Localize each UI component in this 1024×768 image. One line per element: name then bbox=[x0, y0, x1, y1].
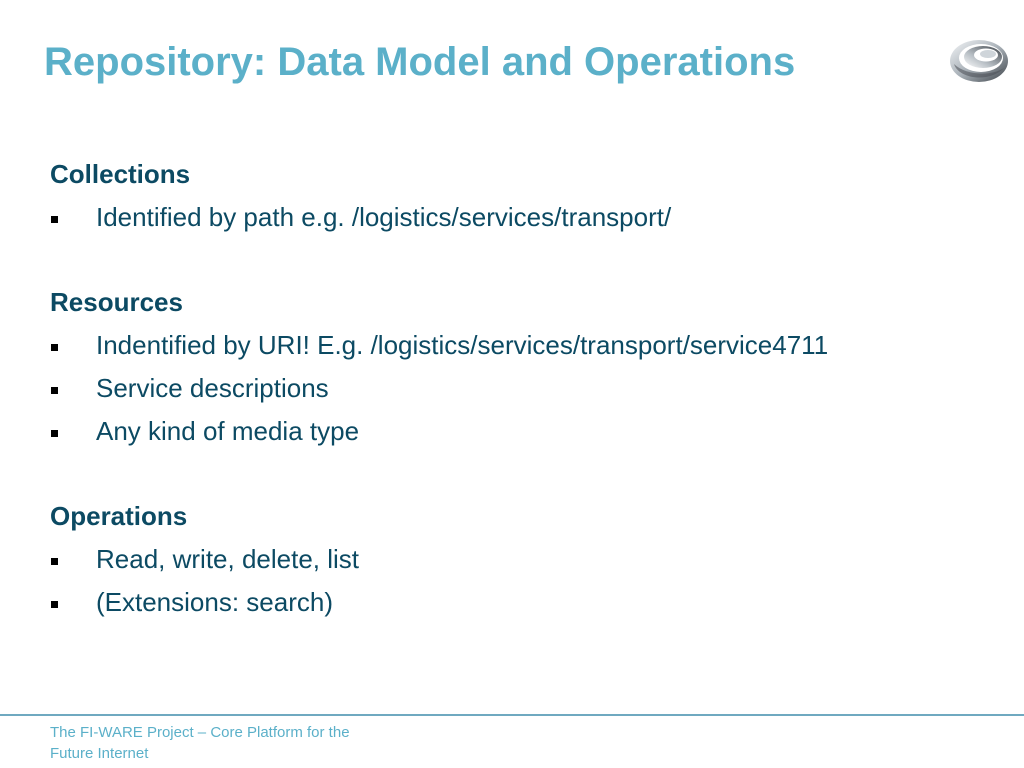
slide-title: Repository: Data Model and Operations bbox=[44, 40, 796, 84]
footer-line: Future Internet bbox=[50, 745, 149, 762]
section-heading: Operations bbox=[50, 501, 188, 531]
square-bullet-icon bbox=[51, 344, 58, 351]
list-item-text: (Extensions: search) bbox=[96, 587, 333, 617]
list-item-text: Indentified by URI! E.g. /logistics/services/transport/service4711 bbox=[96, 330, 829, 360]
footer-line: The FI-WARE Project – Core Platform for the bbox=[50, 724, 350, 741]
list-item bbox=[50, 581, 990, 624]
bullet-list bbox=[50, 324, 990, 453]
list-item bbox=[50, 410, 990, 453]
list-item-text: Identified by path e.g. /logistics/services/transport/ bbox=[96, 202, 672, 232]
section-operations bbox=[50, 495, 990, 624]
list-item bbox=[50, 324, 990, 367]
list-item-text: Service descriptions bbox=[96, 373, 329, 403]
spacer bbox=[50, 453, 990, 495]
slide-content bbox=[50, 153, 990, 624]
list-item bbox=[50, 367, 990, 410]
section-heading: Collections bbox=[50, 159, 191, 189]
section-heading: Resources bbox=[50, 287, 183, 317]
list-item bbox=[50, 196, 990, 239]
bullet-list bbox=[50, 538, 990, 624]
footer-divider bbox=[0, 714, 1024, 716]
square-bullet-icon bbox=[51, 558, 58, 565]
bullet-list bbox=[50, 196, 990, 239]
square-bullet-icon bbox=[51, 430, 58, 437]
swirl-logo-icon bbox=[948, 34, 1010, 86]
spacer bbox=[50, 239, 990, 281]
section-collections bbox=[50, 153, 990, 239]
list-item-text: Read, write, delete, list bbox=[96, 544, 360, 574]
footer-text bbox=[50, 722, 430, 764]
square-bullet-icon bbox=[51, 216, 58, 223]
square-bullet-icon bbox=[51, 387, 58, 394]
square-bullet-icon bbox=[51, 601, 58, 608]
list-item-text: Any kind of media type bbox=[96, 416, 360, 446]
list-item bbox=[50, 538, 990, 581]
section-resources bbox=[50, 281, 990, 453]
